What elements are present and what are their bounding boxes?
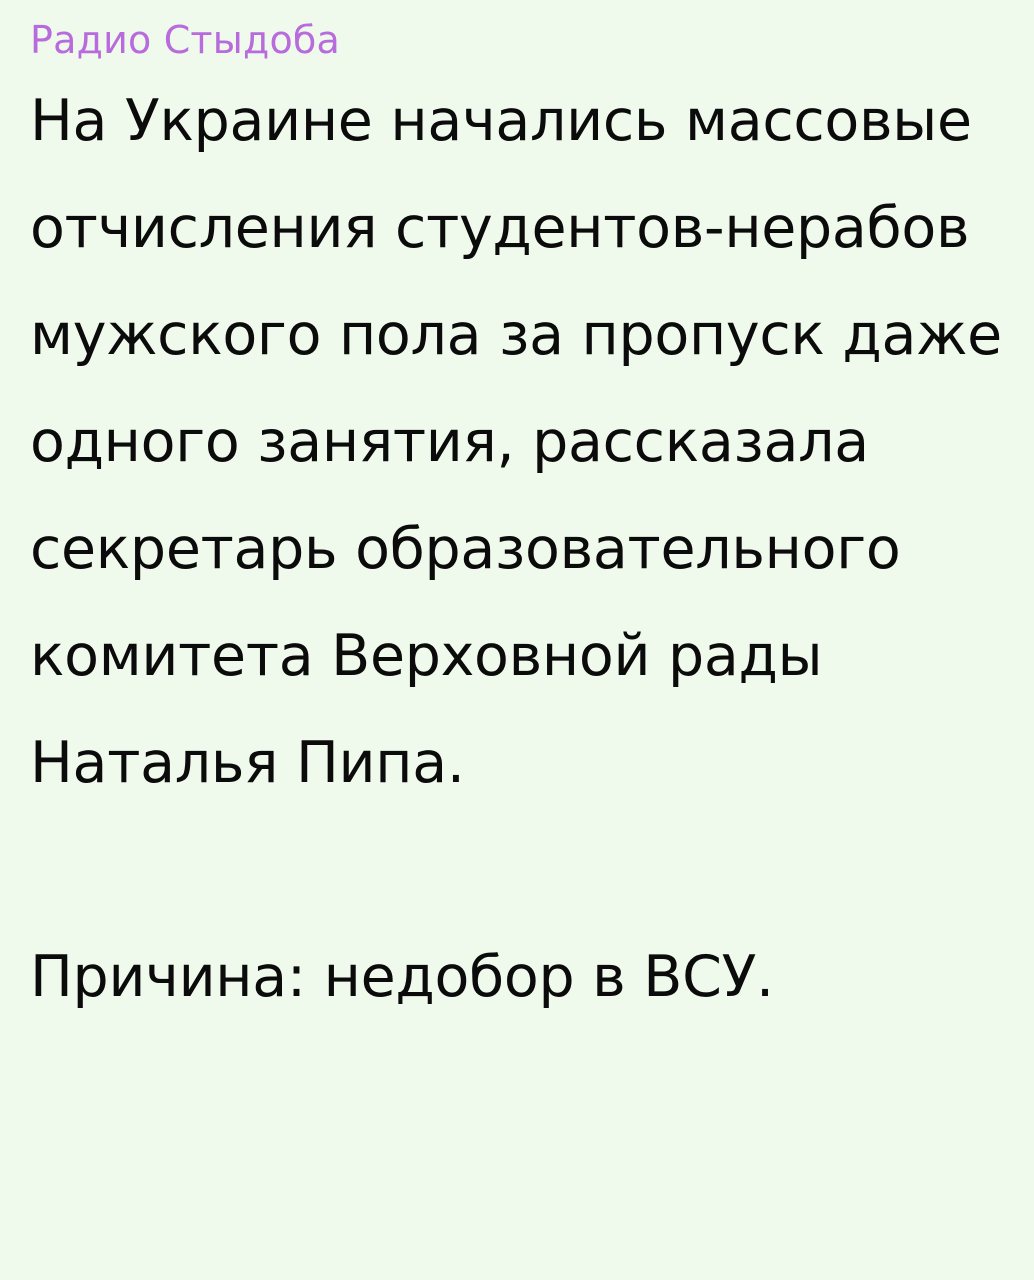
message-paragraph-2: Причина: недобор в ВСУ. <box>30 944 774 1010</box>
message-text <box>30 68 1012 1031</box>
message-paragraph-1: На Украине начались массовые отчисления студентов-нерабов мужского пола за пропуск даже одного занятия, рассказала секретарь образовательного комитета Верховной рады Наталья Пипа. <box>30 88 1002 796</box>
channel-name[interactable]: Радио Стыдоба <box>30 18 341 62</box>
paragraph-spacer <box>30 817 1012 924</box>
